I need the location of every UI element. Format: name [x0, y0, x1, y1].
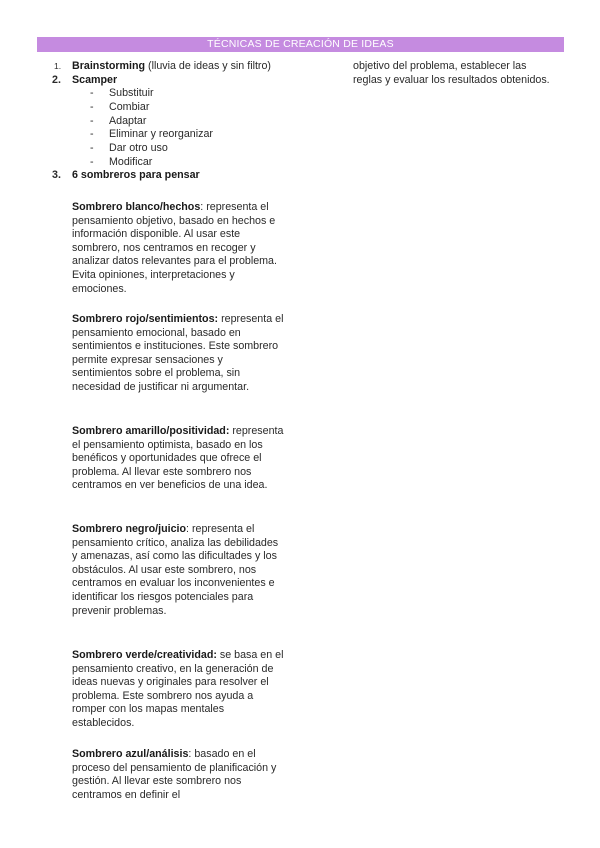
hat-text: : representa el pensamiento crítico, analiza las debilidades y amenazas, así como las dificultades y los obstáculos. Al usar este sombrero, nos centramos en evaluar los inconvenientes e identificar los riesgos potenciales para prevenir problemas.	[72, 523, 279, 617]
list-item-scamper	[46, 74, 286, 88]
scamper-item-text: Dar otro uso	[109, 141, 168, 154]
dash-bullet: -	[90, 128, 94, 141]
left-column	[46, 60, 286, 183]
hat-paragraph-red	[72, 313, 284, 395]
scamper-item	[46, 142, 286, 156]
dash-bullet: -	[90, 141, 94, 154]
hat-text: se basa en el pensamiento creativo, en la generación de ideas nuevas y originales para resolver el problema. Este sombrero nos ayuda a romper con los mapas mentales establecidos.	[72, 649, 284, 729]
right-column	[353, 60, 553, 87]
list-number: 3.	[52, 169, 61, 182]
scamper-item-text: Modificar	[109, 155, 153, 168]
scamper-item	[46, 101, 286, 115]
hat-paragraph-green	[72, 649, 284, 731]
hat-title: Sombrero blanco/hechos	[72, 201, 201, 213]
dash-bullet: -	[90, 155, 94, 168]
hat-text: : basado en el proceso del pensamiento de planificación y gestión. Al llevar este sombrero nos centramos en definir el	[72, 748, 277, 801]
section-header	[37, 37, 564, 52]
hat-paragraph-yellow	[72, 425, 284, 493]
scamper-item	[46, 87, 286, 101]
list-item-title: Scamper	[72, 73, 118, 86]
scamper-item	[46, 128, 286, 142]
hat-paragraph-blue	[72, 748, 284, 802]
dash-bullet: -	[90, 87, 94, 100]
scamper-item-text: Adaptar	[109, 114, 147, 127]
scamper-item-text: Eliminar y reorganizar	[109, 128, 213, 141]
list-item-title: 6 sombreros para pensar	[72, 169, 200, 182]
dash-bullet: -	[90, 100, 94, 113]
hat-paragraph-white	[72, 201, 284, 296]
hat-title: Sombrero rojo/sentimientos:	[72, 313, 219, 325]
list-number: 2.	[52, 73, 61, 86]
continuation-text: objetivo del problema, establecer las reglas y evaluar los resultados obtenidos.	[353, 60, 550, 86]
hat-paragraph-black	[72, 523, 284, 618]
list-item-detail: (lluvia de ideas y sin filtro)	[145, 60, 271, 72]
hat-text: : representa el pensamiento objetivo, basado en hechos e información disponible. Al usar este sombrero, nos centramos en recoger y analizar datos relevantes para el problema. Evita opiniones, interpretaciones y emociones.	[72, 201, 277, 295]
list-item-brainstorming	[46, 60, 286, 74]
scamper-item	[46, 156, 286, 170]
hat-title: Sombrero negro/juicio	[72, 523, 187, 535]
hat-title: Sombrero amarillo/positividad:	[72, 425, 230, 437]
list-item-six-hats	[46, 169, 286, 183]
scamper-item	[46, 115, 286, 129]
hat-text: representa el pensamiento optimista, basado en los benéficos y oportunidades que ofrece el problema. Al llevar este sombrero nos centramos en ver beneficios de una idea.	[72, 425, 284, 492]
hat-title: Sombrero azul/análisis	[72, 748, 189, 760]
scamper-item-text: Combiar	[109, 100, 150, 113]
list-item-title: Brainstorming	[72, 60, 146, 72]
section-title: TÉCNICAS DE CREACIÓN DE IDEAS	[207, 38, 394, 50]
dash-bullet: -	[90, 114, 94, 127]
hat-text: representa el pensamiento emocional, basado en sentimientos e instituciones. Este sombrero permite expresar sensaciones y sentimientos sobre el problema, sin necesidad de justificar ni argumentar.	[72, 313, 284, 393]
hat-title: Sombrero verde/creatividad:	[72, 649, 217, 661]
list-number: 1.	[54, 61, 62, 71]
scamper-item-text: Substituir	[109, 87, 154, 100]
